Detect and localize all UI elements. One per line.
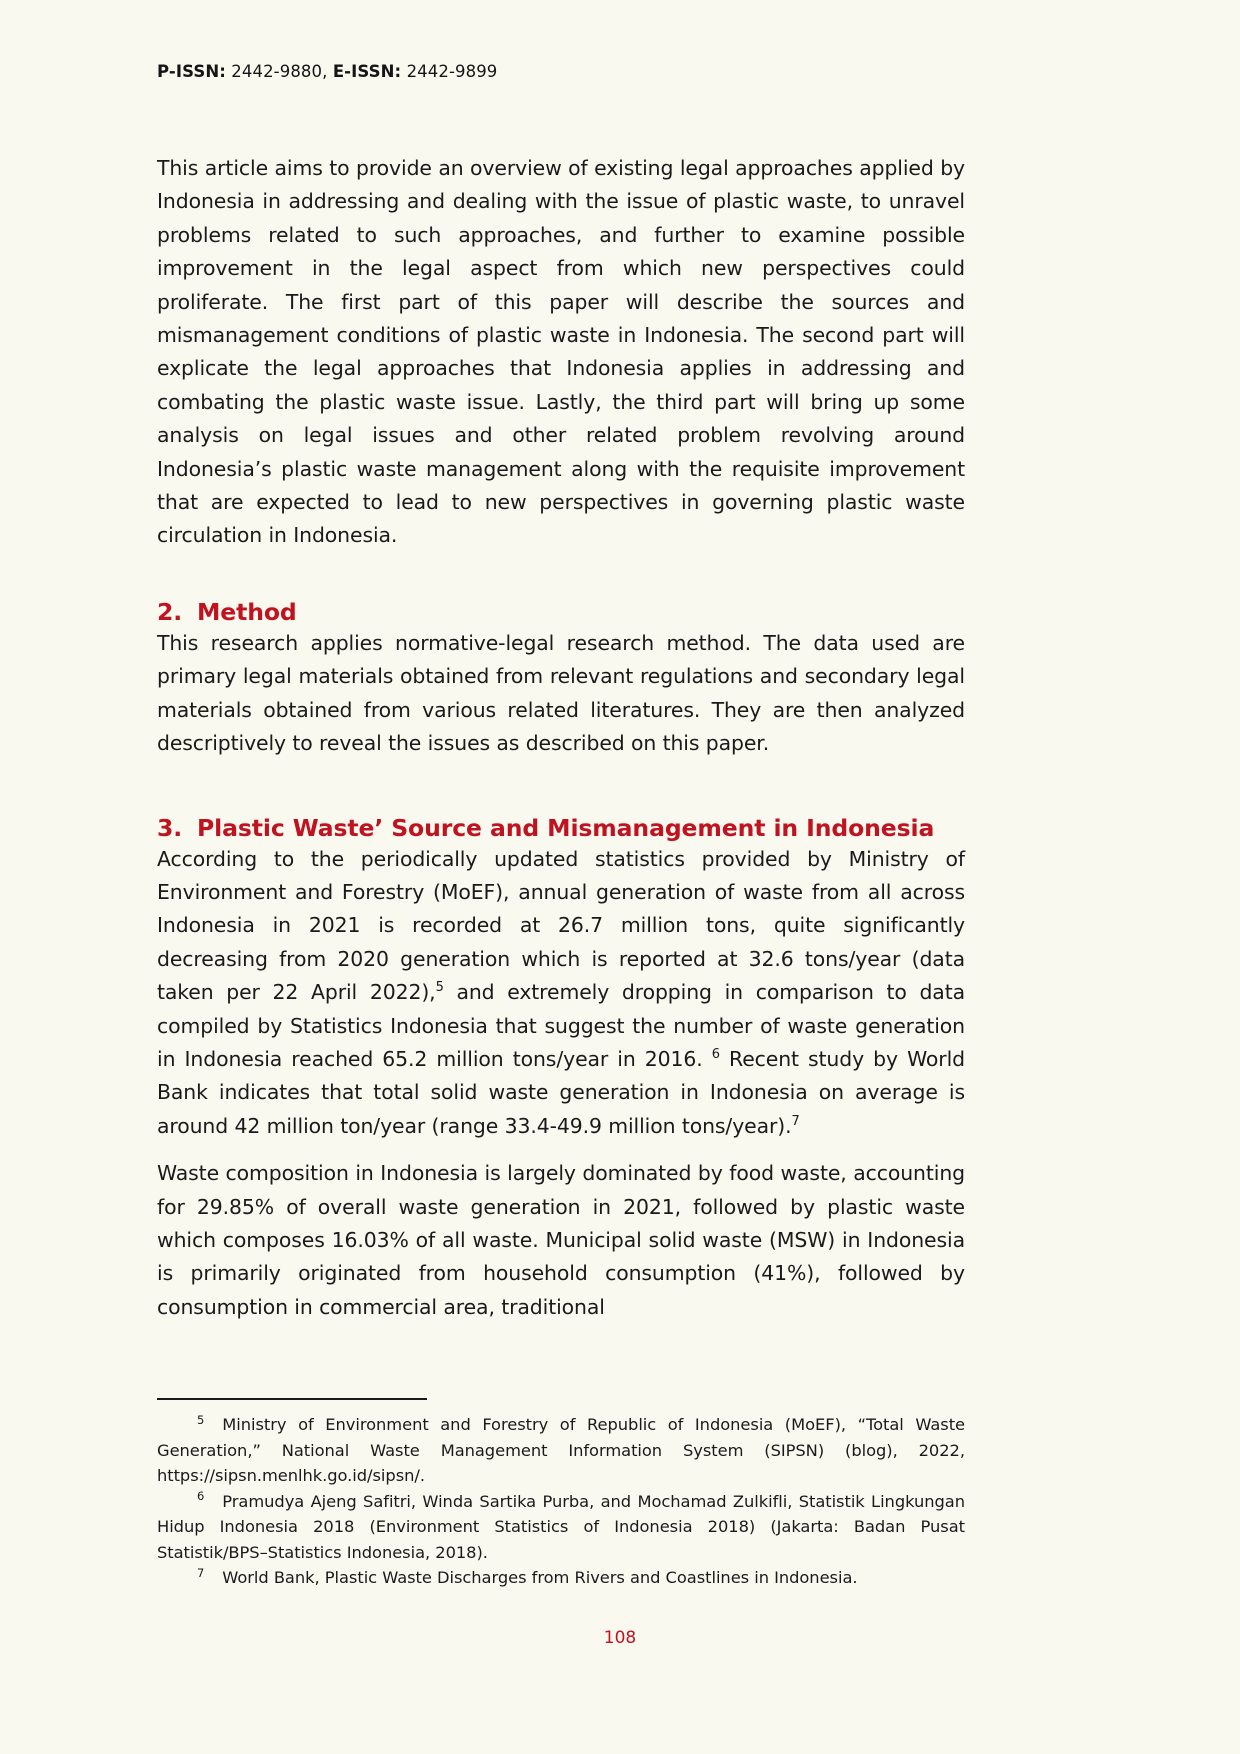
page-number: 108 (603, 1628, 637, 1648)
footnote-ref-6[interactable]: 6 (711, 1047, 720, 1063)
e-issn-value: 2442-9899 (401, 62, 498, 81)
footnote-text: World Bank, Plastic Waste Discharges from Rivers and Coastlines in Indonesia. (222, 1568, 858, 1587)
footnote-marker: 6 (197, 1489, 205, 1504)
intro-paragraph: This article aims to provide an overview of existing legal approaches applied by Indonesia in addressing and dealing with the issue of plastic waste, to unravel problems related to such approaches, and further to examine possible improvement in the legal aspect from which new perspectives could proliferate. The first part of this paper will describe the sources and mismanagement conditions of plastic waste in Indonesia. The second part will explicate the legal approaches that Indonesia applies in addressing and combating the plastic waste issue. Lastly, the third part will bring up some analysis on legal issues and other related problem revolving around Indonesia’s plastic waste management along with the requisite improvement that are expected to lead to new perspectives in governing plastic waste circulation in Indonesia. (157, 156, 965, 548)
footnote-ref-5[interactable]: 5 (435, 980, 444, 996)
footnote-text: Ministry of Environment and Forestry of Republic of Indonesia (MoEF), “Total Waste Generation,” National Waste Management Information System (SIPSN) (blog), 2022, https://sipsn.menlhk.go.id/sipsn/. (157, 1415, 965, 1485)
footnote-marker: 5 (197, 1412, 205, 1427)
footnote-text: Pramudya Ajeng Safitri, Winda Sartika Purba, and Mochamad Zulkifli, Statistik Lingkungan Hidup Indonesia 2018 (Environment Statistics of Indonesia 2018) (Jakarta: Badan Pusat Statistik/BPS–Statistics Indonesia, 2018). (157, 1491, 965, 1562)
section-number: 3. (157, 813, 183, 842)
footnotes-area (157, 1398, 965, 1591)
e-issn-label: E-ISSN: (332, 62, 402, 81)
footnote-separator-rule (157, 1398, 427, 1400)
section-heading-plastic-waste (157, 813, 965, 843)
section-number: 2. (157, 597, 183, 626)
page-content (157, 152, 965, 1324)
footnote-marker: 7 (197, 1565, 205, 1580)
statistics-text-part-3: Recent study by World Bank indicates that total solid waste generation in Indonesia on average is around 42 million ton/year (range 33.4-49.9 million tons/year). (157, 1046, 966, 1138)
statistics-text-part-2: and extremely dropping in comparison to data compiled by Statistics Indonesia that suggest the number of waste generation in Indonesia reached 65.2 million tons/year in 2016. (157, 980, 965, 1071)
section-title: Plastic Waste’ Source and Mismanagement in Indonesia (197, 813, 935, 842)
section-method (157, 597, 965, 761)
statistics-text-part-1: According to the periodically updated statistics provided by Ministry of Environment and Forestry (MoEF), annual generation of waste from all across Indonesia in 2021 is recorded at 26.7 million tons, quite significantly decreasing from 2020 generation which is reported at 32.6 tons/year (data taken per 22 April 2022), (157, 846, 965, 1005)
statistics-paragraph (157, 843, 965, 1144)
footnote-item (157, 1489, 965, 1566)
section-heading-method (157, 597, 965, 627)
footnote-ref-7[interactable]: 7 (791, 1113, 800, 1129)
waste-composition-paragraph: Waste composition in Indonesia is largely dominated by food waste, accounting for 29.85% of overall waste generation in 2021, followed by plastic waste which composes 16.03% of all waste. Municipal solid waste (MSW) in Indonesia is primarily originated from household consumption (41%), followed by consumption in commercial area, traditional (157, 1161, 965, 1319)
section-title: Method (197, 597, 297, 626)
p-issn-value: 2442-9880, (225, 62, 333, 81)
running-head (157, 62, 497, 81)
p-issn-label: P-ISSN: (157, 62, 226, 81)
footnote-item (157, 1412, 965, 1489)
section-plastic-waste-source (157, 813, 965, 1325)
method-paragraph: This research applies normative-legal research method. The data used are primary legal materials obtained from relevant regulations and secondary legal materials obtained from various related literatures. They are then analyzed descriptively to reveal the issues as described on this paper. (157, 630, 965, 756)
footnote-item (157, 1565, 965, 1591)
